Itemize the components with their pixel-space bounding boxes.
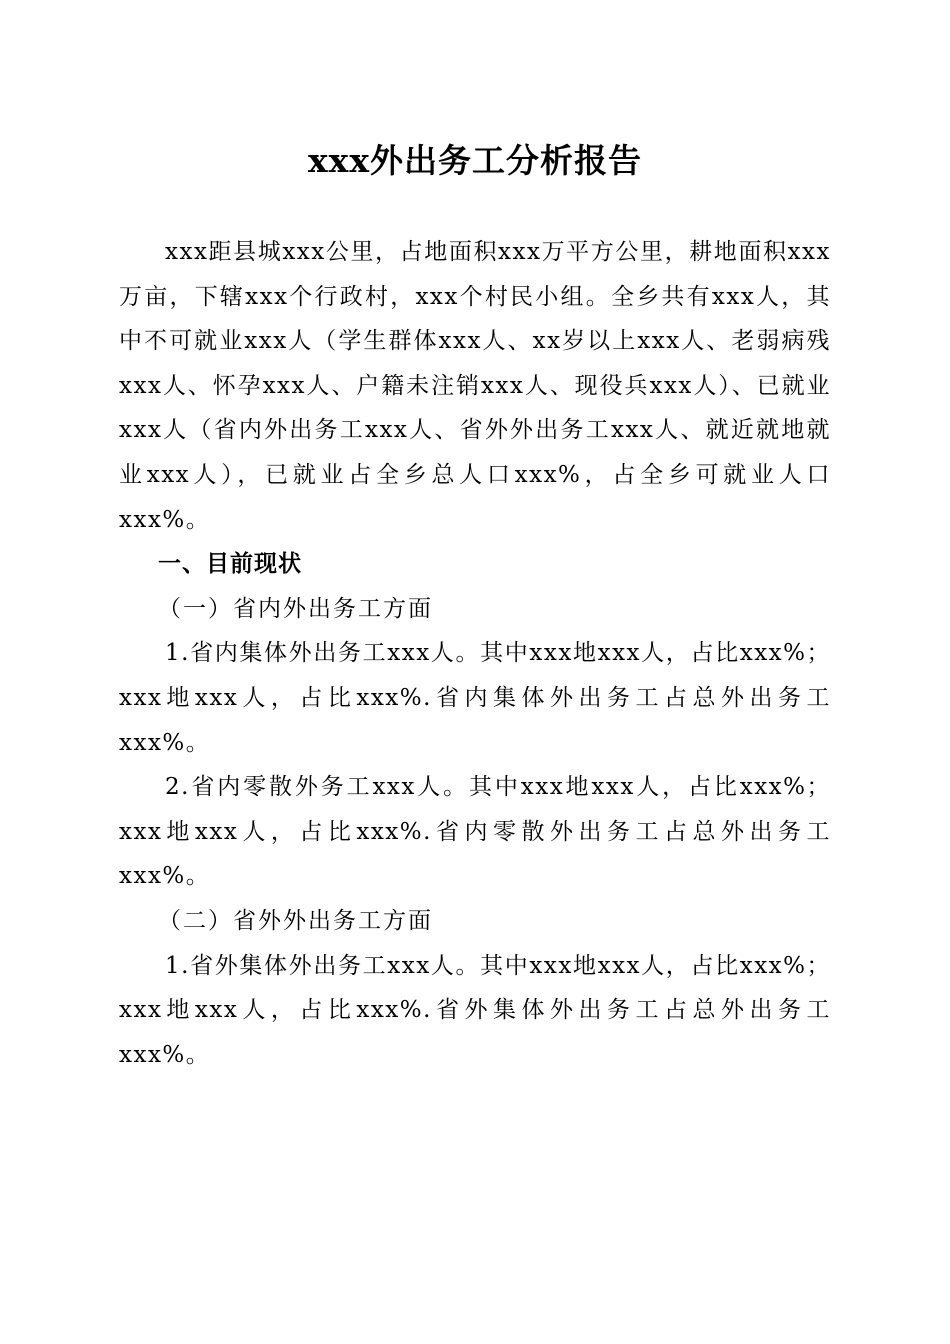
subsection-heading-out-province: （二）省外外出务工方面 [158, 907, 433, 934]
document-title: xxx外出务工分析报告 [307, 141, 643, 180]
out-province-item-1: 1.省外集体外出务工xxx人。其中xxx地xxx人，占比xxx%；xxx地xxx人，占比xxx%.省外集体外出务工占总外出务工xxx%。 [119, 952, 831, 1068]
subsection-heading-in-province: （一）省内外出务工方面 [158, 595, 433, 622]
section-heading-current-status: 一、目前现状 [158, 550, 302, 578]
intro-paragraph: xxx距县城xxx公里，占地面积xxx万平方公里，耕地面积xxx万亩，下辖xxx个行政村，xxx个村民小组。全乡共有xxx人，其中不可就业xxx人（学生群体xxx人、xx岁以上xxx人、老弱病残xxx人、怀孕xxx人、户籍未注销xxx人、现役兵xxx人）、已就业xxx人（省内外出务工xxx人、省外外出务工xxx人、就近就地就业xxx人），已就业占全乡总人口xxx%，占全乡可就业人口xxx%。 [119, 239, 831, 533]
in-province-item-1: 1.省内集体外出务工xxx人。其中xxx地xxx人，占比xxx%；xxx地xxx人，占比xxx%.省内集体外出务工占总外出务工xxx%。 [119, 640, 831, 756]
in-province-item-2: 2.省内零散外务工xxx人。其中xxx地xxx人，占比xxx%；xxx地xxx人，占比xxx%.省内零散外出务工占总外出务工xxx%。 [119, 774, 831, 890]
document-body [119, 230, 831, 1077]
